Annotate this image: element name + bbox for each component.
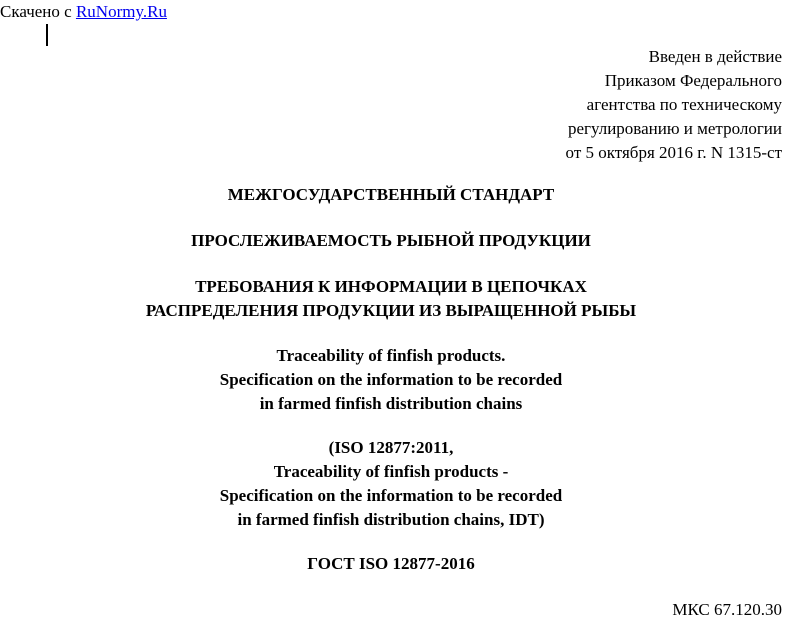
standard-type: МЕЖГОСУДАРСТВЕННЫЙ СТАНДАРТ (227, 185, 555, 204)
english-title-line: Specification on the information to be recorded (219, 370, 563, 389)
iso-reference-line: (ISO 12877:2011, (328, 438, 454, 457)
english-title-line: in farmed finfish distribution chains (259, 394, 523, 413)
english-title-block (0, 344, 782, 416)
enactment-line: от 5 октября 2016 г. N 1315-ст (565, 143, 782, 162)
enactment-line: регулированию и метрологии (567, 119, 782, 138)
enactment-line: агентства по техническому (586, 95, 782, 114)
standard-type-heading (0, 183, 782, 207)
enactment-line: Приказом Федерального (604, 71, 782, 90)
sub-title-heading (0, 275, 782, 323)
source-prefix: Скачено с (0, 2, 76, 21)
main-title-heading (0, 229, 782, 253)
text-cursor (46, 24, 48, 46)
designation-block (0, 552, 782, 576)
source-link[interactable]: RuNormy.Ru (75, 2, 167, 21)
english-title-line: Traceability of finfish products. (276, 346, 506, 365)
enactment-note (566, 45, 782, 165)
iso-reference-line: Traceability of finfish products - (273, 462, 509, 481)
source-line (0, 1, 167, 23)
sub-title-line: РАСПРЕДЕЛЕНИЯ ПРОДУКЦИИ ИЗ ВЫРАЩЕННОЙ РЫБЫ (145, 301, 637, 320)
gost-designation: ГОСТ ISO 12877-2016 (307, 554, 475, 573)
iso-reference-line: Specification on the information to be recorded (219, 486, 563, 505)
classification-code: МКС 67.120.30 (672, 600, 782, 619)
main-title: ПРОСЛЕЖИВАЕМОСТЬ РЫБНОЙ ПРОДУКЦИИ (191, 231, 591, 250)
enactment-line: Введен в действие (648, 47, 782, 66)
iso-reference-line: in farmed finfish distribution chains, IDT) (237, 510, 545, 529)
iso-reference-block (0, 436, 782, 532)
sub-title-line: ТРЕБОВАНИЯ К ИНФОРМАЦИИ В ЦЕПОЧКАХ (195, 277, 587, 296)
